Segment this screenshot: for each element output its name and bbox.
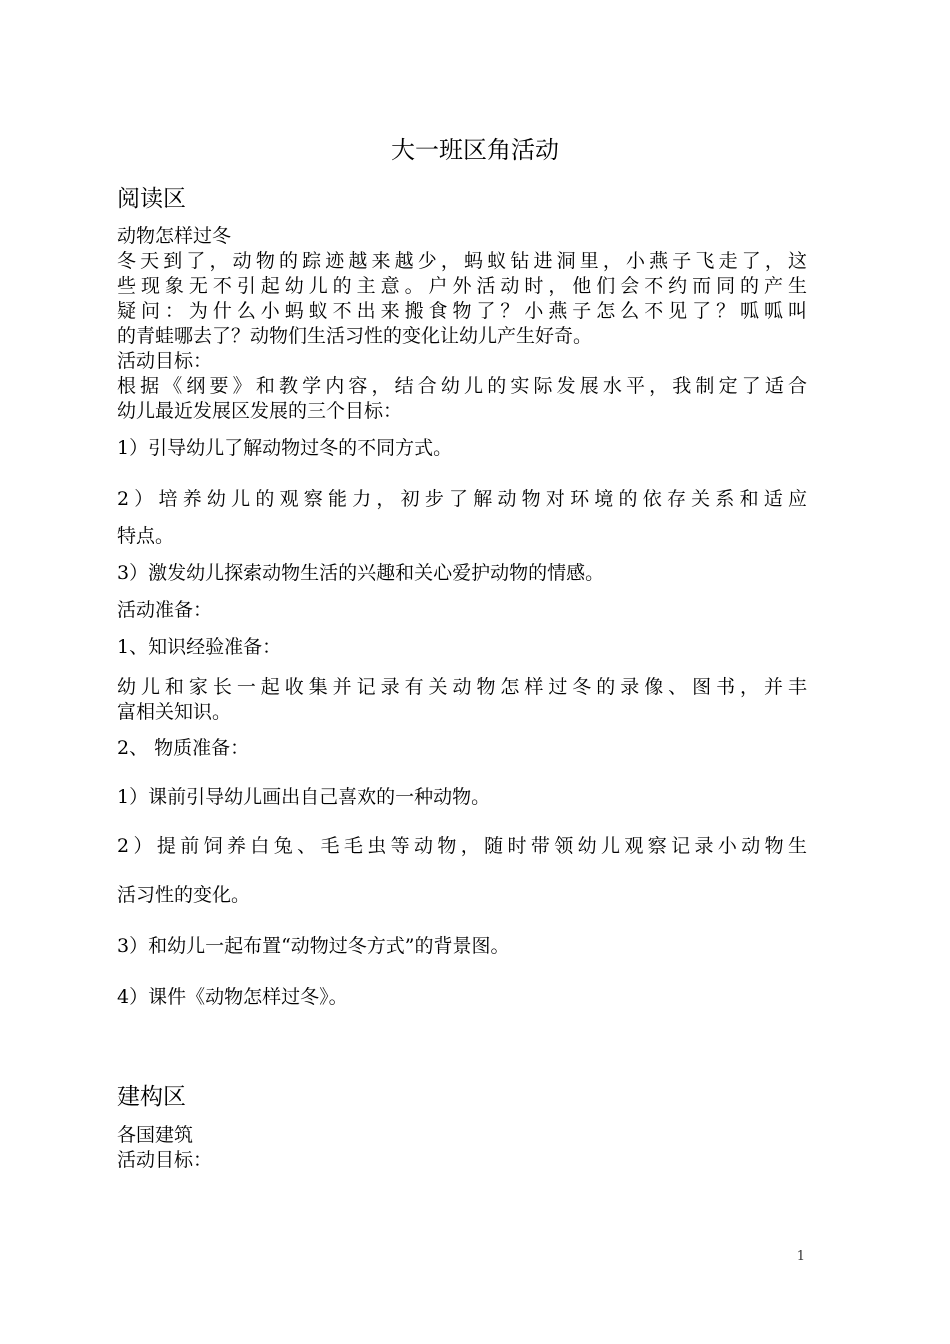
construction-goals-label: 活动目标： bbox=[117, 1149, 213, 1171]
construction-area-heading: 建构区 bbox=[117, 1084, 186, 1110]
prep-label: 活动准备： bbox=[117, 599, 213, 621]
material-4: 4）课件《动物怎样过冬》。 bbox=[117, 986, 348, 1008]
prep-1-line-2: 富相关知识。 bbox=[117, 701, 232, 723]
reading-area-topic: 动物怎样过冬 bbox=[117, 225, 232, 247]
goals-label: 活动目标： bbox=[117, 350, 213, 372]
intro-line-1: 冬天到了，动物的踪迹越来越少，蚂蚁钻进洞里，小燕子飞走了，这 bbox=[117, 250, 807, 272]
page-number: 1 bbox=[796, 1249, 805, 1264]
intro-line-2: 些现象无不引起幼儿的主意。户外活动时，他们会不约而同的产生 bbox=[117, 275, 807, 297]
goal-1: 1）引导幼儿了解动物过冬的不同方式。 bbox=[117, 437, 453, 459]
goals-intro-line-2: 幼儿最近发展区发展的三个目标： bbox=[117, 400, 403, 422]
goal-2-line-1: 2）培养幼儿的观察能力，初步了解动物对环境的依存关系和适应 bbox=[117, 488, 807, 510]
intro-line-4: 的青蛙哪去了？动物们生活习性的变化让幼儿产生好奇。 bbox=[117, 325, 593, 347]
material-2-line-1: 2）提前饲养白兔、毛毛虫等动物，随时带领幼儿观察记录小动物生 bbox=[117, 835, 807, 857]
prep-1-label: 1、知识经验准备： bbox=[117, 636, 282, 658]
reading-area-heading: 阅读区 bbox=[117, 186, 186, 212]
prep-2-label: 2、 物质准备： bbox=[117, 737, 250, 759]
goal-2-line-2: 特点。 bbox=[117, 525, 175, 547]
material-3: 3）和幼儿一起布置“动物过冬方式”的背景图。 bbox=[117, 935, 510, 957]
material-1: 1）课前引导幼儿画出自己喜欢的一种动物。 bbox=[117, 786, 491, 808]
intro-line-3: 疑问：为什么小蚂蚁不出来搬食物了？小燕子怎么不见了？呱呱叫 bbox=[117, 300, 807, 322]
construction-area-topic: 各国建筑 bbox=[117, 1124, 194, 1146]
page-title: 大一班区角活动 bbox=[391, 136, 559, 164]
goals-intro-line-1: 根据《纲要》和教学内容，结合幼儿的实际发展水平，我制定了适合 bbox=[117, 375, 807, 397]
material-2-line-2: 活习性的变化。 bbox=[117, 884, 251, 906]
prep-1-line-1: 幼儿和家长一起收集并记录有关动物怎样过冬的录像、图书，并丰 bbox=[117, 676, 807, 698]
goal-3: 3）激发幼儿探索动物生活的兴趣和关心爱护动物的情感。 bbox=[117, 562, 605, 584]
